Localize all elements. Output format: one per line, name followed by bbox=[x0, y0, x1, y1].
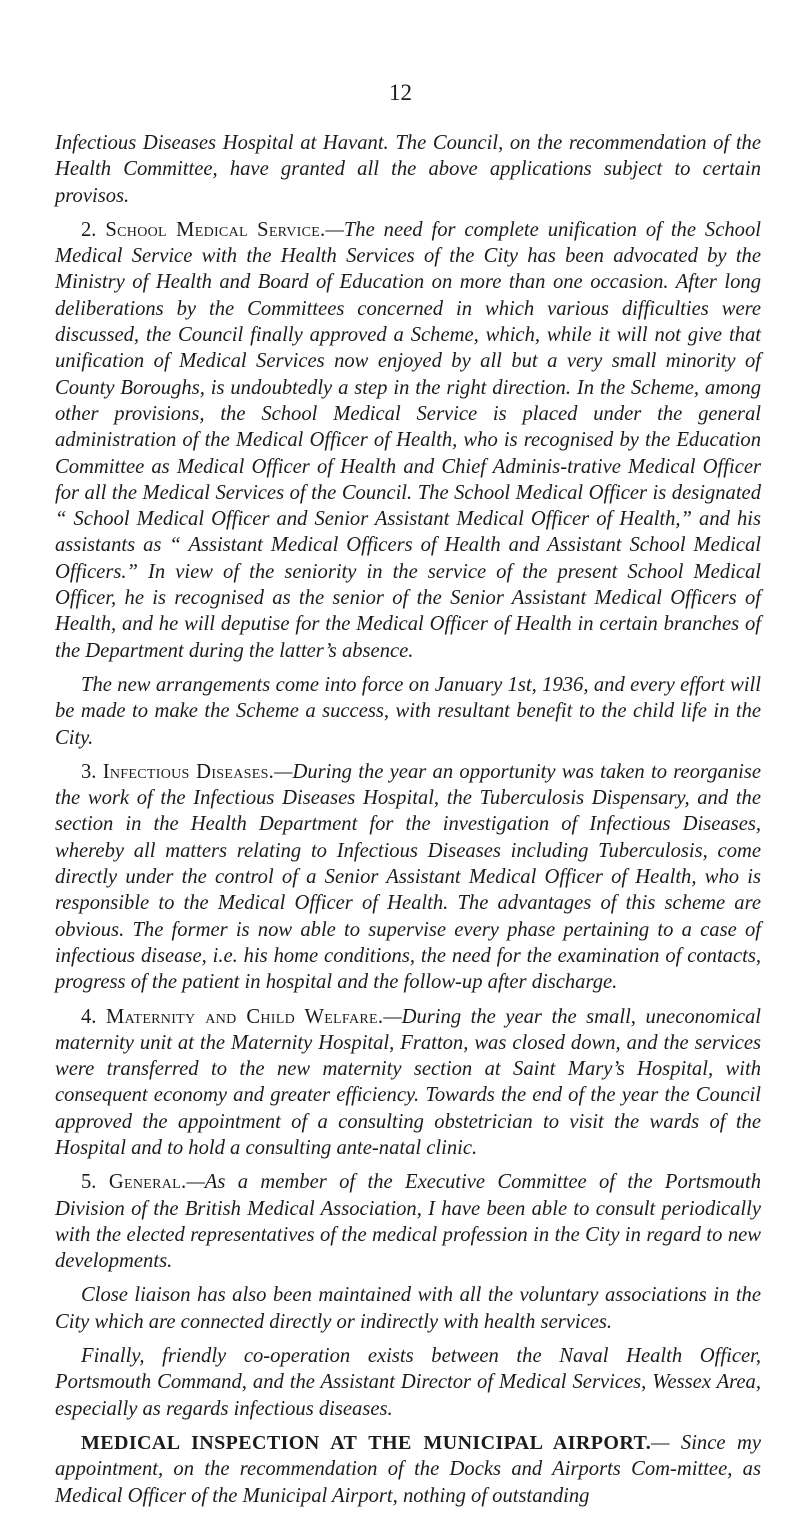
section-heading: General. bbox=[108, 1171, 187, 1194]
section-heading: MEDICAL INSPECTION AT THE MUNICIPAL AIRPORT. bbox=[81, 1431, 652, 1454]
section-number: 5. bbox=[81, 1171, 97, 1194]
section-number: 4. bbox=[81, 1005, 97, 1028]
section-heading: Maternity and Child Welfare. bbox=[106, 1005, 384, 1028]
section-maternity-child-welfare bbox=[55, 1004, 761, 1162]
section-body: —The need for complete unification of the School Medical Service with the Health Services of the City has been advocated by the Ministry of Health and Board of Education on more than one occasion. After long deliberations by the Committees concerned in which various difficulties were discussed, the Council finally approved a Scheme, which, while it will not give that unification of Medical Services now enjoyed by all but a very small minority of County Boroughs, is undoubtedly a step in the right direction. In the Scheme, among other provisions, the School Medical Service is placed under the general administration of the Medical Officer of Health, who is recognised by the Education Committee as Medical Officer of Health and Chief Adminis-trative Medical Officer for all the Medical Services of the Council. The School Medical Officer is designated “ School Medical Officer and Senior Assistant Medical Officer of Health,” and his assistants as “ Assistant Medical Officers of Health and Assistant School Medical Officers.” In view of the seniority in the service of the present School Medical Officer, he is recognised as the senior of the Senior Assistant Medical Officers of Health, and he will deputise for the Medical Officer of Health in certain branches of the Department during the latter’s absence. bbox=[55, 218, 761, 662]
section-airport-inspection bbox=[55, 1430, 761, 1509]
section-body: —As a member of the Executive Committee of the Portsmouth Division of the British Medical Association, I have been able to consult periodically with the elected representatives of the medical profession in the City in regard to new developments. bbox=[55, 1171, 761, 1273]
section-body: —During the year an opportunity was taken to reorganise the work of the Infectious Diseases Hospital, the Tuberculosis Dispensary, and the section in the Health Department for the investigation of Infectious Diseases, whereby all matters relating to Infectious Diseases including Tuberculosis, come directly under the control of a Senior Assistant Medical Officer of Health, who is responsible to the Medical Officer of Health. The advantages of this scheme are obvious. The former is now able to supervise every phase pertaining to a case of infectious disease, i.e. his home conditions, the need for the examination of contacts, progress of the patient in hospital and the follow-up after discharge. bbox=[55, 760, 761, 994]
section-general bbox=[55, 1169, 761, 1274]
intro-paragraph: Infectious Diseases Hospital at Havant. The Council, on the recommendation of the Health Committee, have granted all the above applications subject to certain provisos. bbox=[55, 132, 761, 207]
section-infectious-diseases bbox=[55, 759, 761, 996]
section-number: 2. bbox=[81, 218, 97, 241]
section-body: — Since my appointment, on the recommendation of the Docks and Airports Com-mittee, as Medical Officer of the Municipal Airport, nothing of outstanding bbox=[55, 1431, 761, 1507]
section-body: —During the year the small, uneconomical maternity unit at the Maternity Hospital, Fratton, was closed down, and the services were transferred to the new maternity section at Saint Mary’s Hospital, with consequent economy and greater efficiency. Towards the end of the year the Council approved the appointment of a consulting obstetrician to visit the wards of the Hospital and to hold a consulting ante-natal clinic. bbox=[55, 1005, 761, 1159]
paragraph-new-arrangements: The new arrangements come into force on January 1st, 1936, and every effort will be made to make the Scheme a success, with resultant benefit to the child life in the City. bbox=[55, 673, 761, 749]
section-school-medical-service bbox=[55, 217, 761, 664]
section-heading: Infectious Diseases. bbox=[102, 760, 275, 783]
section-number: 3. bbox=[81, 760, 97, 783]
section-heading: School Medical Service. bbox=[105, 218, 326, 241]
paragraph-close-liaison: Close liaison has also been maintained with all the voluntary associations in the City which are connected directly or indirectly with health services. bbox=[55, 1284, 761, 1333]
paragraph-friendly-cooperation: Finally, friendly co-operation exists between the Naval Health Officer, Portsmouth Command, and the Assistant Director of Medical Services, Wessex Area, especially as regards infectious diseases. bbox=[55, 1345, 761, 1420]
page-number: 12 bbox=[389, 80, 412, 105]
document-body bbox=[55, 130, 761, 1517]
